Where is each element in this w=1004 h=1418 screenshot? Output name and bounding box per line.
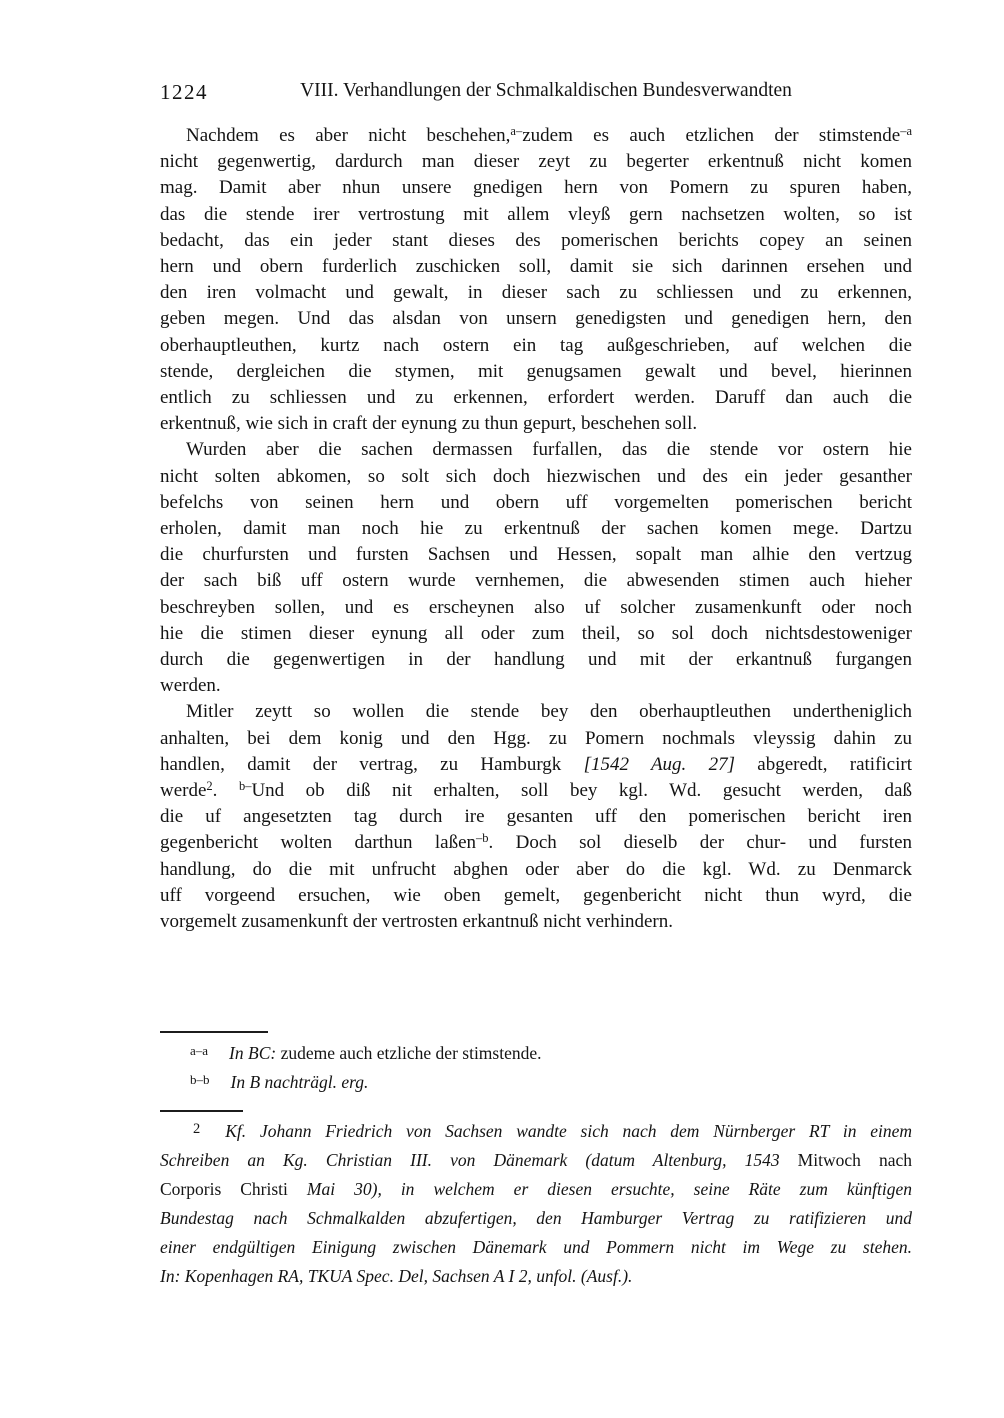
text-span: Nachdem es aber nicht beschehen, <box>186 125 511 146</box>
text-span: werde <box>160 780 207 802</box>
text-line <box>160 1039 912 1068</box>
text-line: hie die stimen dieser eynung all oder zum theil, so sol doch nichtsdestoweniger <box>160 622 912 644</box>
text-line: handlung, do die mit unfrucht abghen oder aber do die kgl. Wd. zu Denmarck <box>160 858 912 880</box>
text-span: Mitwoch nach <box>779 1150 912 1171</box>
italic-text: [1542 Aug. 27] <box>583 753 736 775</box>
text-line: anhalten, bei dem konig und den Hgg. zu Pomern nochmals vleyssig dahin zu <box>160 727 912 749</box>
footnote-marker: a– <box>510 124 523 138</box>
text-line <box>160 1233 912 1262</box>
footnote-marker: –b <box>476 831 489 846</box>
text-line: uff vorgeend ersuchen, wie oben gemelt, gegenbericht nicht thun wyrd, die <box>160 884 912 906</box>
footnotes <box>160 1031 912 1291</box>
footnote-marker: b–b <box>190 1071 210 1087</box>
text-line: nicht solten abkomen, so solt sich doch hiezwischen und des ein jeder gesanther <box>160 465 912 487</box>
text-line: nicht gegenwertig, dardurch man dieser zeyt zu begerter erkentnuß nicht komen <box>160 151 912 173</box>
text-line <box>160 1204 912 1233</box>
text-line <box>160 752 912 778</box>
text-span: . Doch sol dieselb der chur- und fursten <box>488 832 913 854</box>
text-line: werden. <box>160 675 221 697</box>
footnote-marker: 2 <box>193 1121 201 1138</box>
text-line: beschreyben sollen, und es erscheynen also uf solcher zusamenkunft oder noch <box>160 596 912 618</box>
italic-text: Mai 30), in welchem er diesen ersuchte, seine Räte zum künftigen <box>306 1179 912 1200</box>
text-line: oberhauptleuthen, kurtz nach ostern ein tag außgeschrieben, auf welchen die <box>160 334 912 356</box>
text-line: entlich zu schliessen und zu erkennen, erfordert werden. Daruff dan auch die <box>160 387 912 409</box>
text-line: stende, dergleichen die stymen, mit genugsamen gewalt und bevel, hierinnen <box>160 360 912 382</box>
text-line: das die stende irer vertrostung mit allem vleyß gern nachsetzen wolten, so ist <box>160 203 912 225</box>
text-line: vorgemelt zusamenkunft der vertrosten erkantnuß nicht verhindern. <box>160 911 674 933</box>
text-line <box>160 123 912 149</box>
body-text <box>160 123 912 935</box>
text-line: befelchs von seinen hern und obern uff vorgemelten pomerischen bericht <box>160 491 912 513</box>
footnote-marker: –a <box>900 124 913 138</box>
italic-text: Kf. Johann Friedrich von Sachsen wandte sich nach dem Nürnberger RT in einem <box>225 1121 912 1142</box>
text-line <box>160 778 912 804</box>
text-line: mag. Damit aber nhun unsere gnedigen hern von Pomern zu spuren haben, <box>160 177 912 199</box>
paragraph-3 <box>160 699 912 935</box>
footnote-marker: b– <box>238 779 252 794</box>
page-header <box>160 80 912 107</box>
italic-text: Schreiben an Kg. Christian III. von Dänemark (datum Altenburg, 1543 <box>160 1150 780 1171</box>
paragraph-2 <box>160 437 912 699</box>
text-line: die uf angesetzten tag durch ire gesanten uff den pomerischen bericht iren <box>160 806 912 828</box>
text-line <box>160 830 912 856</box>
text-span: zudeme auch etzliche der stimstende. <box>276 1043 542 1064</box>
text-line <box>160 1068 912 1097</box>
text-span: zudem es auch etzlichen der stimstende <box>522 125 901 146</box>
text-line: geben megen. Und das alsdan von unsern genedigsten und genedigen hern, den <box>160 308 912 330</box>
text-line: erholen, damit man noch hie zu erkentnuß der sachen komen mege. Dartzu <box>160 518 912 540</box>
running-header: VIII. Verhandlungen der Schmalkaldischen Bundesverwandten <box>300 80 792 101</box>
italic-text: Bundestag nach Schmalkalden abzufertigen, den Hamburger Vertrag zu ratifizieren und <box>160 1208 912 1229</box>
footnote-separator-rule <box>160 1110 243 1112</box>
text-line: bedacht, das ein jeder stant dieses des pomerischen berichts copey an seinen <box>160 229 912 251</box>
text-line <box>160 1262 912 1291</box>
footnote-marker: 2 <box>206 779 213 794</box>
apparatus-separator-rule <box>160 1031 268 1033</box>
text-span: handlen, damit der vertrag, zu Hamburgk <box>160 753 584 775</box>
text-line: den iren volmacht und gewalt, in dieser sach zu schliessen und zu erkennen, <box>160 282 912 304</box>
italic-text: In BC: <box>229 1043 277 1064</box>
text-line: Mitler zeytt so wollen die stende bey den oberhauptleuthen undertheniglich <box>186 701 912 723</box>
text-span: gegenbericht wolten darthun laßen <box>160 832 477 854</box>
footnote-marker: a–a <box>190 1043 209 1059</box>
text-line: erkentnuß, wie sich in craft der eynung zu thun gepurt, beschehen soll. <box>160 413 698 435</box>
paragraph-1 <box>160 123 912 437</box>
apparatus-notes <box>160 1039 912 1096</box>
text-line <box>160 1175 912 1204</box>
italic-text: In: Kopenhagen RA, TKUA Spec. Del, Sachsen A I 2, unfol. (Ausf.). <box>160 1266 633 1287</box>
italic-text: In B nachträgl. erg. <box>230 1071 369 1092</box>
footnote-2 <box>160 1117 912 1291</box>
text-line: Wurden aber die sachen dermassen furfallen, das die stende vor ostern hie <box>186 439 912 461</box>
text-line <box>160 1117 912 1146</box>
text-span: Und ob diß nit erhalten, soll bey kgl. Wd. gesucht werden, daß <box>251 780 912 802</box>
text-line: hern und obern furderlich zuschicken soll, damit sie sich darinnen ersehen und <box>160 256 912 278</box>
text-line: durch die gegenwertigen in der handlung und mit der erkantnuß furgangen <box>160 649 912 671</box>
italic-text: einer endgültigen Einigung zwischen Dänemark und Pommern nicht im Wege zu stehen. <box>160 1237 912 1258</box>
text-line: der sach biß uff ostern wurde vernhemen, die abwesenden stimen auch hieher <box>160 570 912 592</box>
text-line <box>160 1146 912 1175</box>
text-span: Corporis Christi <box>160 1179 307 1200</box>
page-number: 1224 <box>160 80 208 104</box>
text-span: . <box>212 780 239 802</box>
text-span: abgeredt, ratificirt <box>735 753 913 775</box>
text-line: die churfursten und fursten Sachsen und Hessen, sopalt man alhie den vertzug <box>160 544 912 566</box>
